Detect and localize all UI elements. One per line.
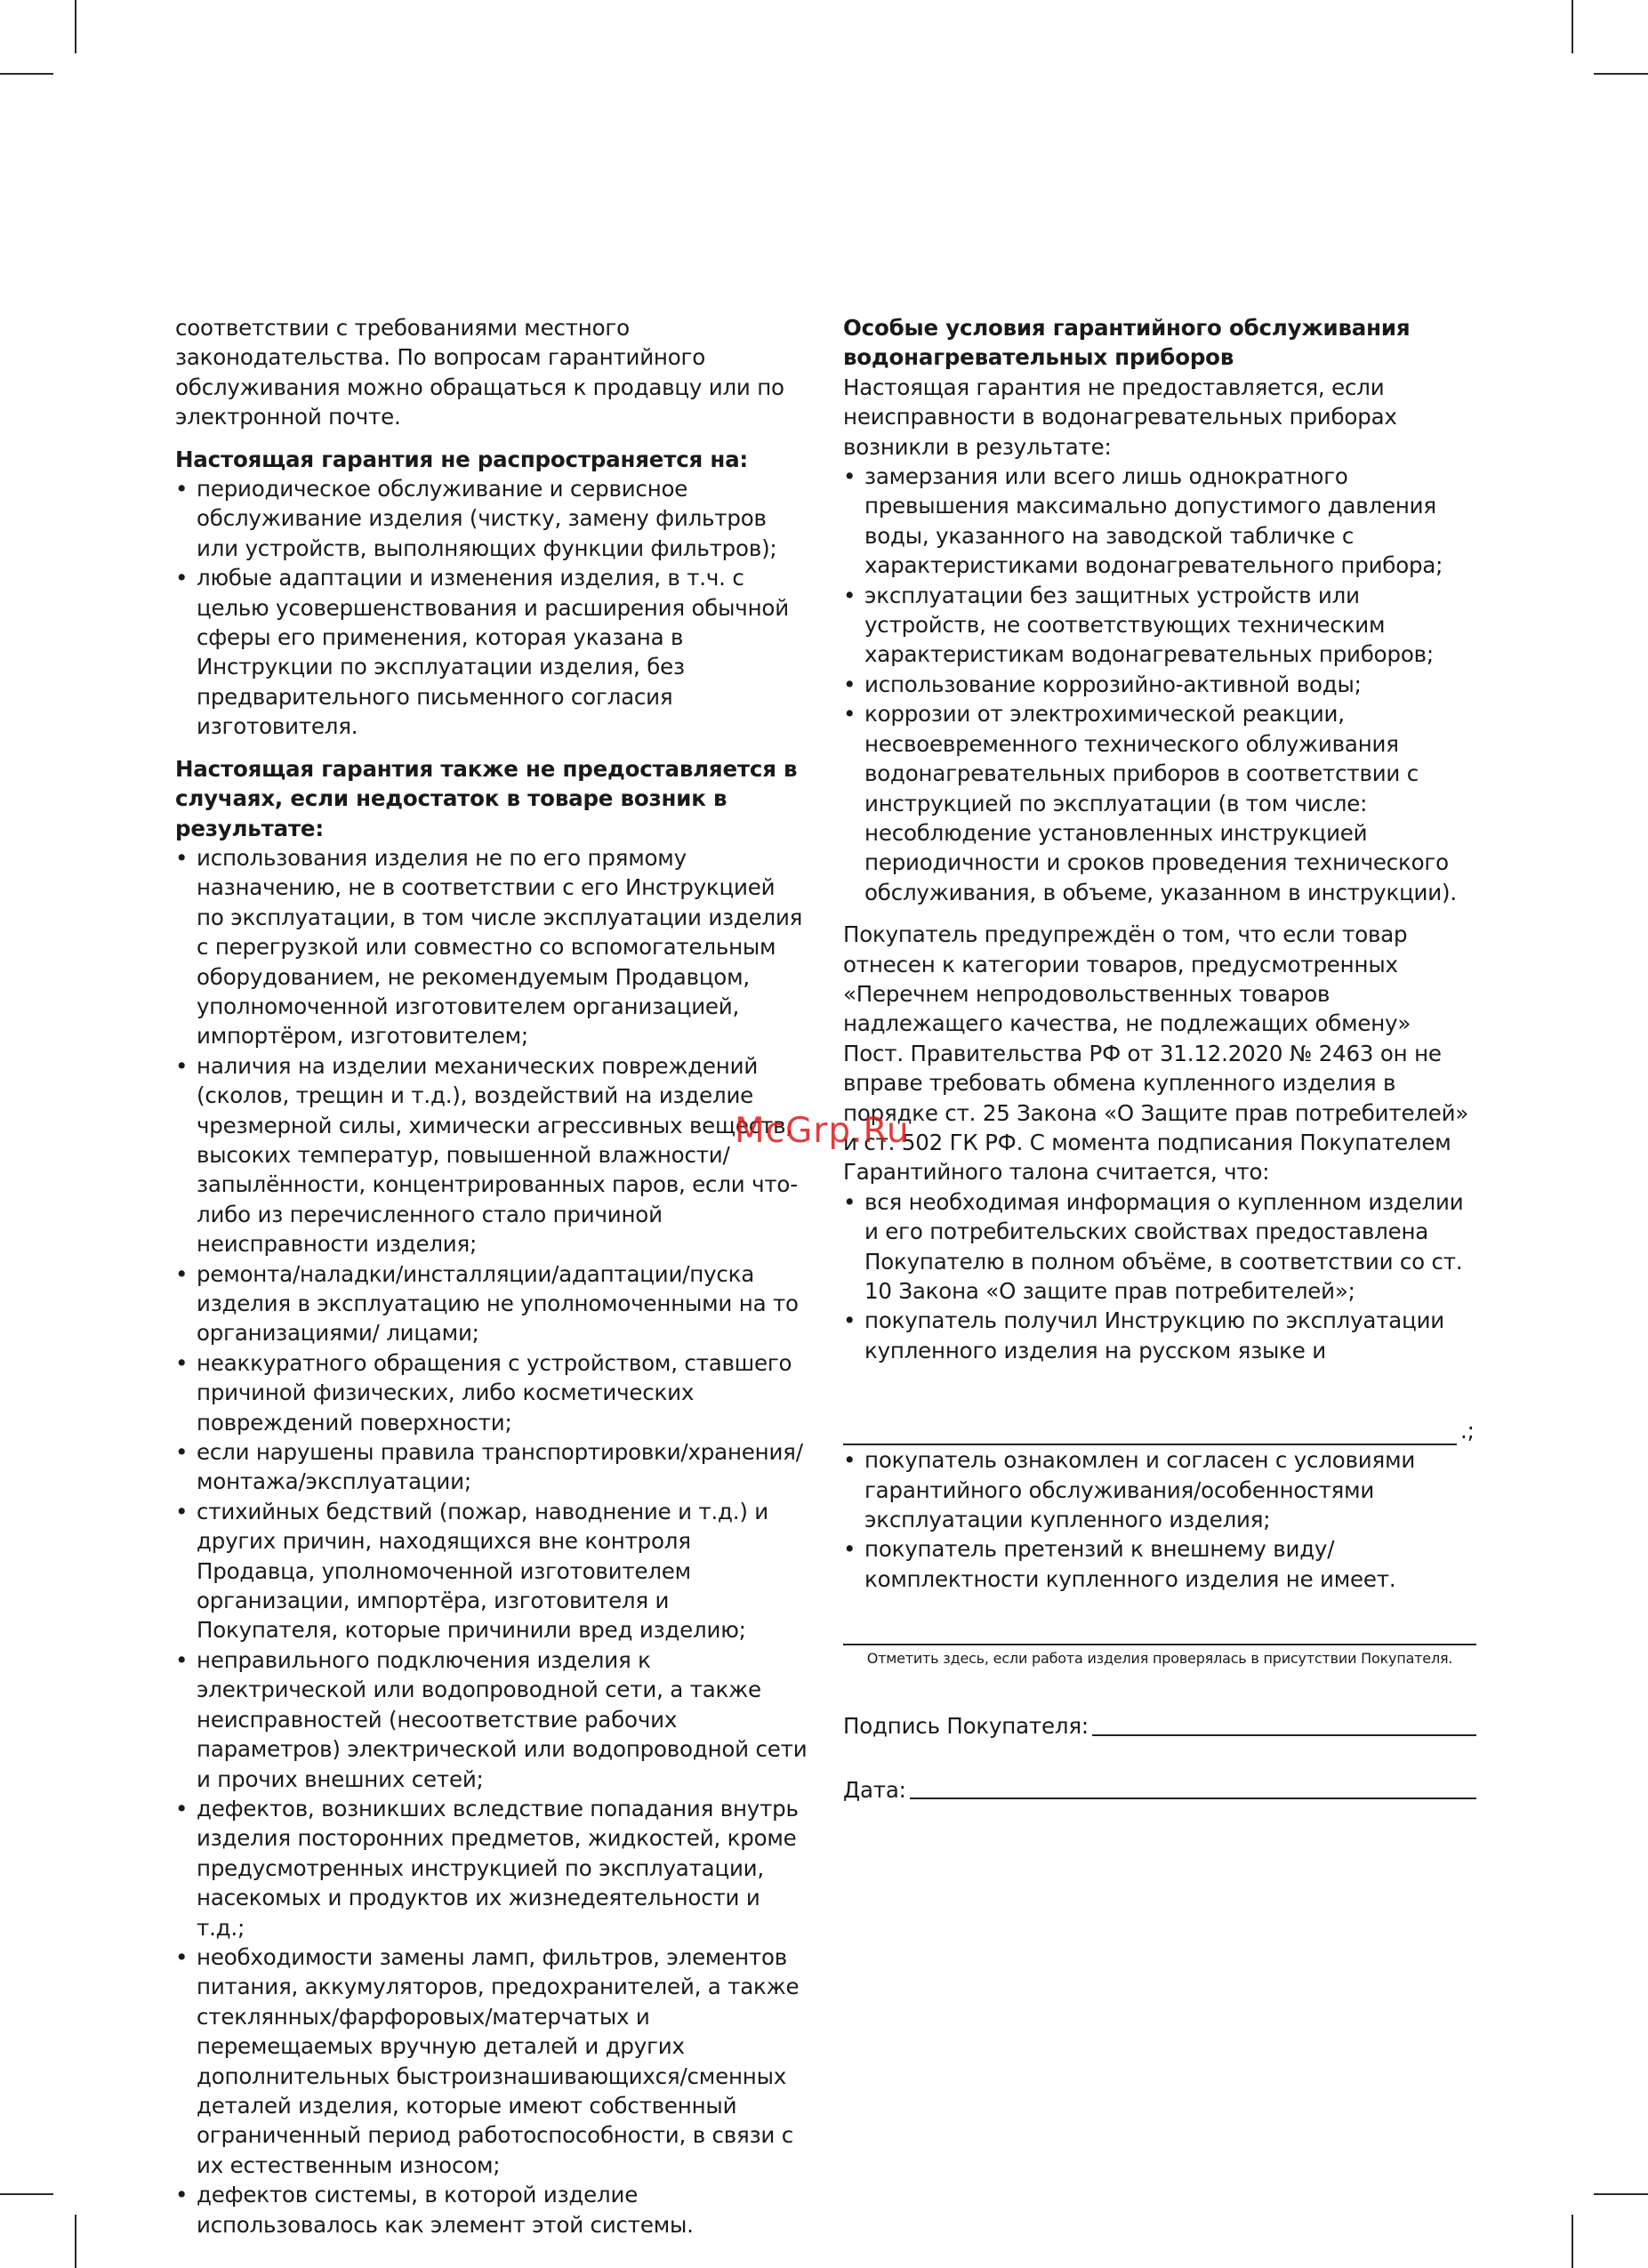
list-item: • использование коррозийно-активной воды; [843, 670, 1476, 699]
water-heater-heading: Особые условия гарантийного обслуживания водонагревательных приборов [843, 315, 1411, 371]
list-item: • дефектов системы, в которой изделие использовалось как элемент этой системы. [175, 2180, 808, 2240]
water-heater-list [843, 462, 1476, 907]
water-heater-intro: Настоящая гарантия не предоставляется, если неисправности в водонагревательных приборах возникли в результате: [843, 374, 1397, 460]
crop-mark [0, 2193, 53, 2195]
check-underline[interactable] [843, 1642, 1476, 1645]
instruction-language-field[interactable] [843, 1415, 1476, 1445]
left-column [175, 313, 808, 2252]
buyer-acknowledgement-list-2 [843, 1445, 1476, 1594]
buyer-acknowledgement-list [843, 1187, 1476, 1365]
crop-mark [75, 2215, 76, 2268]
crop-mark [1572, 0, 1573, 53]
list-item: • дефектов, возникших вследствие попадания внутрь изделия посторонних предметов, жидкостей, кроме предусмотренных инструкцией по эксплуатации, насекомых и продуктов их жизнедеятельности и т.д.; [175, 1794, 808, 1942]
exclusions-list [175, 474, 808, 742]
list-item: • покупатель ознакомлен и согласен с условиями гарантийного обслуживания/особенностями эксплуатации купленного изделия; [843, 1445, 1476, 1534]
date-row [843, 1775, 1476, 1805]
defects-heading: Настоящая гарантия также не предоставляется в случаях, если недостаток в товаре возник в результате: [175, 755, 798, 841]
blank-tail: .; [1460, 1417, 1475, 1444]
list-item: • ремонта/наладки/инсталляции/адаптации/пуска изделия в эксплуатацию не уполномоченными на то организациями/ лицами; [175, 1259, 808, 1348]
check-mark-field[interactable] [843, 1642, 1476, 1669]
watermark-text: McGrp.Ru [735, 1111, 910, 1151]
list-item: • вся необходимая информация о купленном изделии и его потребительских свойствах предоставлена Покупателю в полном объёме, в соответствии со ст. 10 Закона «О защите прав потребителей»; [843, 1187, 1476, 1307]
list-item: • неправильного подключения изделия к электрической или водопроводной сети, а также неисправностей (несоответствие рабочих параметров) электрической или водопроводной сети и прочих внешних сетей; [175, 1645, 808, 1794]
crop-mark [75, 0, 76, 53]
crop-mark [1594, 2193, 1648, 2195]
list-item: • любые адаптации и изменения изделия, в т.ч. с целью усовершенствования и расширения обычной сферы его применения, которая указана в Инструкции по эксплуатации изделия, без предварительного письменного согласия изготовителя. [175, 563, 808, 741]
check-caption: Отметить здесь, если работа изделия проверялась в присутствии Покупателя. [866, 1650, 1453, 1668]
list-item: • покупатель претензий к внешнему виду/комплектности купленного изделия не имеет. [843, 1534, 1476, 1594]
list-item: • коррозии от электрохимической реакции, несвоевременного технического облуживания водонагревательных приборов в соответствии с инструкцией по эксплуатации (в том числе: несоблюдение установленных инструкцией периодичности и сроков проведения технического обслуживания, в объеме, указанном в инструкции). [843, 699, 1476, 907]
list-item: • если нарушены правила транспортировки/хранения/монтажа/эксплуатации; [175, 1437, 808, 1497]
blank-underline[interactable] [843, 1424, 1457, 1445]
signature-label: Подпись Покупателя: [843, 1713, 1089, 1740]
date-label: Дата: [843, 1776, 906, 1803]
list-item: • замерзания или всего лишь однократного превышения максимально допустимого давления воды, указанного на заводской табличке с характеристиками водонагревательного прибора; [843, 462, 1476, 581]
exclusions-heading: Настоящая гарантия не распространяется на: [175, 446, 749, 472]
list-item: • покупатель получил Инструкцию по эксплуатации купленного изделия на русском языке и [843, 1306, 1476, 1365]
list-item: • периодическое обслуживание и сервисное обслуживание изделия (чистку, замену фильтров или устройств, выполняющих функции фильтров); [175, 474, 808, 563]
list-item: • эксплуатации без защитных устройств или устройств, не соответствующих техническим характеристикам водонагревательных приборов; [843, 581, 1476, 670]
signature-row [843, 1711, 1476, 1741]
list-item: • стихийных бедствий (пожар, наводнение и т.д.) и других причин, находящихся вне контроля Продавца, уполномоченной изготовителем организации, импортёра, изготовителя и Покупателя, которые причинили вред изделию; [175, 1497, 808, 1645]
crop-mark [1594, 73, 1648, 75]
list-item: • наличия на изделии механических повреждений (сколов, трещин и т.д.), воздействий на изделие чрезмерной силы, химически агрессивных веществ, высоких температур, повышенной влажности/запылённости, концентрированных паров, если что-либо из перечисленного стало причиной неисправности изделия; [175, 1051, 808, 1259]
list-item: • необходимости замены ламп, фильтров, элементов питания, аккумуляторов, предохранителей, а также стеклянных/фарфоровых/матерчатых и перемещаемых вручную деталей и других дополнительных быстроизнашивающихся/сменных деталей изделия, которые имеют собственный ограниченный период работоспособности, в связи с их естественным износом; [175, 1942, 808, 2180]
buyer-notice-paragraph: Покупатель предупреждён о том, что если товар отнесен к категории товаров, предусмотренных «Перечнем непродовольственных товаров надлежащего качества, не подлежащих обмену» Пост. Правительства РФ от 31.12.2020 № 2463 он не вправе требовать обмена купленного изделия в порядке ст. 25 Закона «О Защите прав потребителей» и ст. 502 ГК РФ. С момента подписания Покупателем Гарантийного талона считается, что: [843, 921, 1469, 1186]
defects-list [175, 843, 808, 2240]
crop-mark [0, 73, 53, 75]
crop-mark [1572, 2215, 1573, 2268]
date-field[interactable] [910, 1778, 1476, 1799]
signature-field[interactable] [1092, 1715, 1476, 1736]
intro-paragraph: соответствии с требованиями местного законодательства. По вопросам гарантийного обслуживания можно обращаться к продавцу или по электронной почте. [175, 315, 784, 430]
right-column [843, 313, 1476, 1805]
list-item: • использования изделия не по его прямому назначению, не в соответствии с его Инструкцией по эксплуатации, в том числе эксплуатации изделия с перегрузкой или совместно со вспомогательным оборудованием, не рекомендуемым Продавцом, уполномоченной изготовителем организацией, импортёром, изготовителем; [175, 843, 808, 1051]
list-item: • неаккуратного обращения с устройством, ставшего причиной физических, либо косметических повреждений поверхности; [175, 1348, 808, 1437]
